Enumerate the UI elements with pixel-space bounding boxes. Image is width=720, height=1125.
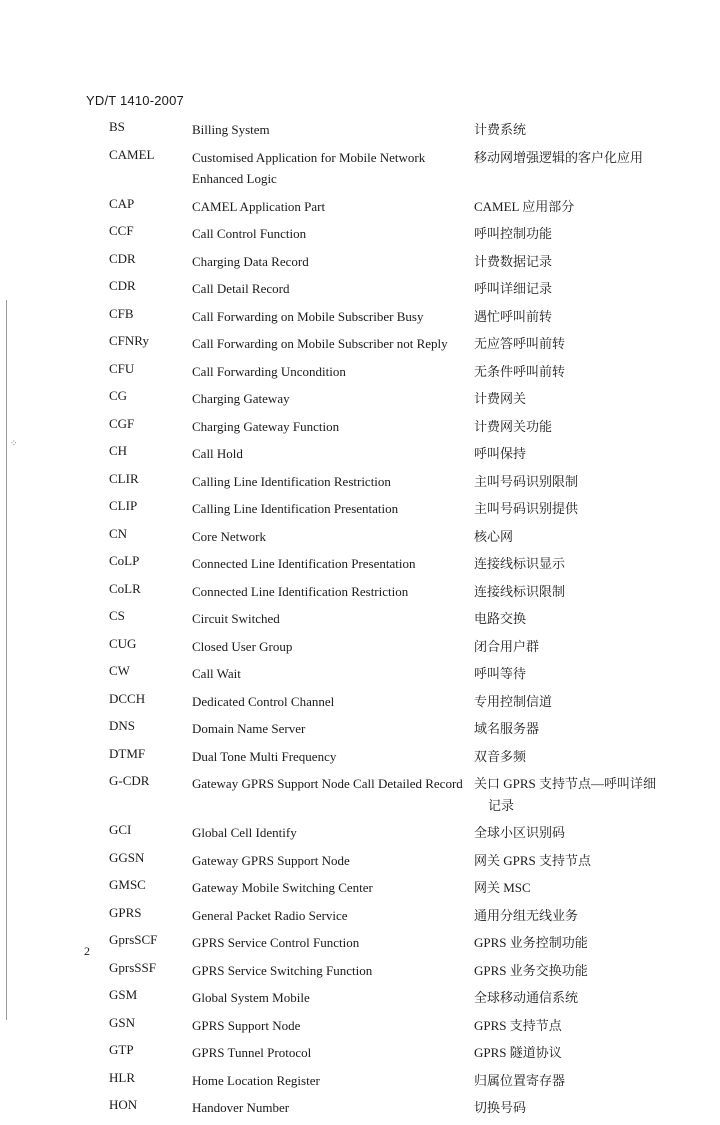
chinese-definition bbox=[474, 691, 664, 713]
chinese-definition-text: 关口 GPRS 支持节点—呼叫详细 bbox=[474, 776, 657, 791]
chinese-definition-text: 呼叫保持 bbox=[474, 446, 527, 461]
chinese-definition-text: 通用分组无线业务 bbox=[474, 907, 579, 923]
chinese-definition-text: 呼叫详细记录 bbox=[474, 281, 553, 296]
english-definition: Call Wait bbox=[192, 666, 241, 681]
chinese-definition bbox=[474, 960, 664, 982]
abbreviation-term: CLIP bbox=[109, 498, 138, 513]
english-definition: Connected Line Identification Restriction bbox=[192, 583, 409, 599]
abbreviation-term: GPRS bbox=[109, 904, 142, 920]
english-definition: General Packet Radio Service bbox=[192, 907, 348, 923]
abbreviation-term: CH bbox=[109, 443, 128, 458]
chinese-definition bbox=[474, 443, 664, 465]
abbreviation-row bbox=[0, 1097, 720, 1125]
english-definition: Circuit Switched bbox=[192, 611, 280, 626]
chinese-definition bbox=[474, 608, 664, 630]
chinese-definition-text: 主叫号码识别提供 bbox=[474, 501, 579, 516]
chinese-definition bbox=[474, 636, 664, 658]
english-definition: CAMEL Application Part bbox=[192, 198, 326, 214]
abbreviation-row bbox=[0, 443, 720, 471]
chinese-definition bbox=[474, 306, 664, 328]
english-definition: Customised Application for Mobile Network Enhanced Logic bbox=[192, 149, 426, 186]
chinese-definition bbox=[474, 498, 664, 520]
abbreviation-row bbox=[0, 388, 720, 416]
chinese-definition bbox=[474, 746, 664, 768]
english-definition: Global Cell Identify bbox=[192, 825, 297, 840]
chinese-definition bbox=[474, 718, 664, 740]
abbreviation-row bbox=[0, 416, 720, 444]
chinese-definition bbox=[474, 223, 664, 245]
english-definition: GPRS Tunnel Protocol bbox=[192, 1045, 312, 1060]
chinese-definition bbox=[474, 196, 664, 218]
abbreviation-row bbox=[0, 196, 720, 224]
abbreviation-row bbox=[0, 471, 720, 499]
abbreviation-row bbox=[0, 223, 720, 251]
abbreviation-term: GCI bbox=[109, 822, 132, 837]
chinese-definition bbox=[474, 1042, 664, 1064]
chinese-definition-text: 遇忙呼叫前转 bbox=[474, 308, 553, 324]
chinese-definition bbox=[474, 932, 664, 954]
chinese-definition-text: 计费网关功能 bbox=[474, 418, 553, 434]
english-definition: Handover Number bbox=[192, 1100, 290, 1115]
abbreviation-row bbox=[0, 877, 720, 905]
english-definition: Calling Line Identification Restriction bbox=[192, 473, 391, 489]
chinese-definition-text: GPRS 支持节点 bbox=[474, 1017, 562, 1033]
chinese-definition-text: 切换号码 bbox=[474, 1100, 527, 1115]
abbreviation-term: DTMF bbox=[109, 745, 146, 761]
english-definition: GPRS Service Control Function bbox=[192, 935, 360, 950]
abbreviation-row bbox=[0, 553, 720, 581]
abbreviation-term: CGF bbox=[109, 415, 135, 431]
english-definition: Dual Tone Multi Frequency bbox=[192, 748, 337, 764]
standard-number-header: YD/T 1410-2007 bbox=[86, 93, 184, 108]
english-definition: Global System Mobile bbox=[192, 990, 310, 1005]
chinese-definition bbox=[474, 663, 664, 685]
chinese-definition bbox=[474, 251, 664, 273]
abbreviation-row bbox=[0, 333, 720, 361]
abbreviation-term: CDR bbox=[109, 278, 136, 293]
abbreviation-term: CS bbox=[109, 608, 125, 623]
abbreviation-row bbox=[0, 1070, 720, 1098]
english-definition: Charging Gateway bbox=[192, 391, 290, 406]
abbreviation-row bbox=[0, 746, 720, 774]
chinese-definition bbox=[474, 877, 664, 899]
chinese-definition bbox=[474, 1097, 664, 1119]
scan-speck: ⁘ bbox=[10, 438, 18, 448]
abbreviation-term: DNS bbox=[109, 718, 136, 733]
english-definition: Billing System bbox=[192, 122, 270, 137]
chinese-definition-text: GPRS 业务交换功能 bbox=[474, 962, 588, 978]
abbreviation-term: GprsSSF bbox=[109, 959, 156, 975]
abbreviation-term: CN bbox=[109, 525, 128, 541]
chinese-definition bbox=[474, 850, 664, 872]
chinese-definition bbox=[474, 361, 664, 383]
chinese-definition bbox=[474, 471, 664, 493]
english-definition: GPRS Service Switching Function bbox=[192, 962, 373, 978]
abbreviation-row bbox=[0, 905, 720, 933]
abbreviation-term: CAP bbox=[109, 195, 135, 211]
abbreviation-term: GSN bbox=[109, 1014, 136, 1030]
english-definition: Closed User Group bbox=[192, 638, 293, 654]
abbreviation-term: GTP bbox=[109, 1042, 134, 1057]
abbreviation-row bbox=[0, 987, 720, 1015]
abbreviation-row bbox=[0, 822, 720, 850]
chinese-definition-text: 计费数据记录 bbox=[474, 253, 553, 269]
english-definition: Connected Line Identification Presentation bbox=[192, 556, 416, 571]
chinese-definition-text: CAMEL 应用部分 bbox=[474, 198, 575, 214]
english-definition: Call Forwarding on Mobile Subscriber Busy bbox=[192, 308, 424, 324]
abbreviation-term: HON bbox=[109, 1097, 138, 1112]
chinese-definition bbox=[474, 773, 664, 816]
abbreviation-term: CAMEL bbox=[109, 146, 155, 162]
abbreviation-row bbox=[0, 278, 720, 306]
abbreviation-term: CFB bbox=[109, 305, 134, 321]
chinese-definition-text: 移动网增强逻辑的客户化应用 bbox=[474, 149, 644, 165]
chinese-definition-text: GPRS 隧道协议 bbox=[474, 1045, 562, 1060]
abbreviation-term: GSM bbox=[109, 987, 138, 1002]
english-definition: Call Control Function bbox=[192, 226, 307, 241]
chinese-definition bbox=[474, 416, 664, 438]
english-definition: Gateway GPRS Support Node bbox=[192, 852, 350, 868]
chinese-definition bbox=[474, 581, 664, 603]
abbreviation-row bbox=[0, 361, 720, 389]
abbreviation-term: CoLP bbox=[109, 553, 140, 568]
english-definition: Call Forwarding Uncondition bbox=[192, 363, 346, 379]
english-definition: Call Forwarding on Mobile Subscriber not Reply bbox=[192, 336, 448, 351]
chinese-definition-text: 计费系统 bbox=[474, 122, 527, 137]
chinese-definition bbox=[474, 388, 664, 410]
english-definition: Home Location Register bbox=[192, 1072, 320, 1088]
abbreviation-term: DCCH bbox=[109, 690, 146, 706]
english-definition: Charging Gateway Function bbox=[192, 418, 340, 434]
chinese-definition bbox=[474, 1015, 664, 1037]
chinese-definition-text: 双音多频 bbox=[474, 748, 527, 764]
abbreviation-table bbox=[0, 119, 720, 1125]
chinese-definition-continuation: 记录 bbox=[488, 797, 515, 813]
abbreviation-row bbox=[0, 251, 720, 279]
chinese-definition bbox=[474, 147, 664, 169]
english-definition: Call Hold bbox=[192, 446, 243, 461]
abbreviation-row bbox=[0, 526, 720, 554]
abbreviation-term: CW bbox=[109, 663, 130, 678]
chinese-definition-text: 无条件呼叫前转 bbox=[474, 363, 566, 379]
chinese-definition bbox=[474, 1070, 664, 1092]
abbreviation-term: GGSN bbox=[109, 849, 145, 865]
chinese-definition-text: 无应答呼叫前转 bbox=[474, 336, 566, 351]
english-definition: Calling Line Identification Presentation bbox=[192, 501, 399, 516]
english-definition: Charging Data Record bbox=[192, 253, 309, 269]
abbreviation-row bbox=[0, 1015, 720, 1043]
english-definition: GPRS Support Node bbox=[192, 1017, 301, 1033]
chinese-definition bbox=[474, 333, 664, 355]
english-definition: Gateway Mobile Switching Center bbox=[192, 880, 373, 895]
abbreviation-row bbox=[0, 718, 720, 746]
chinese-definition-text: 域名服务器 bbox=[474, 721, 540, 736]
abbreviation-term: CFNRy bbox=[109, 333, 149, 348]
abbreviation-row bbox=[0, 1042, 720, 1070]
abbreviation-term: CUG bbox=[109, 635, 137, 651]
abbreviation-row bbox=[0, 636, 720, 664]
abbreviation-row bbox=[0, 498, 720, 526]
abbreviation-term: CG bbox=[109, 388, 128, 403]
abbreviation-row bbox=[0, 306, 720, 334]
chinese-definition-text: 归属位置寄存器 bbox=[474, 1072, 566, 1088]
chinese-definition bbox=[474, 553, 664, 575]
chinese-definition bbox=[474, 278, 664, 300]
english-definition: Domain Name Server bbox=[192, 721, 306, 736]
chinese-definition-text: 主叫号码识别限制 bbox=[474, 473, 579, 489]
abbreviation-row bbox=[0, 663, 720, 691]
chinese-definition-text: 呼叫控制功能 bbox=[474, 226, 553, 241]
english-definition: Gateway GPRS Support Node Call Detailed Record bbox=[192, 776, 463, 791]
chinese-definition-text: 专用控制信道 bbox=[474, 693, 553, 709]
chinese-definition bbox=[474, 822, 664, 844]
chinese-definition-text: 电路交换 bbox=[474, 611, 527, 626]
chinese-definition bbox=[474, 905, 664, 927]
chinese-definition-text: 连接线标识限制 bbox=[474, 583, 566, 599]
chinese-definition-text: 核心网 bbox=[474, 528, 514, 544]
chinese-definition-text: 全球小区识别码 bbox=[474, 825, 566, 840]
abbreviation-term: GMSC bbox=[109, 877, 146, 892]
chinese-definition-text: 连接线标识显示 bbox=[474, 556, 566, 571]
abbreviation-term: CCF bbox=[109, 223, 134, 238]
chinese-definition-text: 网关 GPRS 支持节点 bbox=[474, 852, 592, 868]
chinese-definition-text: 呼叫等待 bbox=[474, 666, 527, 681]
abbreviation-row bbox=[0, 119, 720, 147]
abbreviation-row bbox=[0, 691, 720, 719]
chinese-definition-text: 网关 MSC bbox=[474, 880, 531, 895]
english-definition: Dedicated Control Channel bbox=[192, 693, 335, 709]
chinese-definition-text: 计费网关 bbox=[474, 391, 527, 406]
abbreviation-term: BS bbox=[109, 119, 125, 134]
abbreviation-term: CFU bbox=[109, 360, 135, 376]
abbreviation-row bbox=[0, 147, 720, 196]
chinese-definition-text: 全球移动通信系统 bbox=[474, 990, 579, 1005]
abbreviation-term: CLIR bbox=[109, 470, 139, 486]
abbreviation-row bbox=[0, 608, 720, 636]
abbreviation-row bbox=[0, 773, 720, 822]
chinese-definition-text: 闭合用户群 bbox=[474, 638, 540, 654]
abbreviation-row bbox=[0, 581, 720, 609]
chinese-definition bbox=[474, 119, 664, 141]
abbreviation-term: CDR bbox=[109, 250, 136, 266]
abbreviation-row bbox=[0, 960, 720, 988]
chinese-definition bbox=[474, 987, 664, 1009]
abbreviation-term: HLR bbox=[109, 1069, 135, 1085]
abbreviation-row bbox=[0, 850, 720, 878]
chinese-definition-text: GPRS 业务控制功能 bbox=[474, 935, 588, 950]
abbreviation-term: CoLR bbox=[109, 580, 141, 596]
chinese-definition bbox=[474, 526, 664, 548]
abbreviation-term: G-CDR bbox=[109, 773, 150, 788]
abbreviation-row bbox=[0, 932, 720, 960]
abbreviation-term: GprsSCF bbox=[109, 932, 158, 947]
page-number: 2 bbox=[84, 944, 90, 958]
english-definition: Core Network bbox=[192, 528, 267, 544]
english-definition: Call Detail Record bbox=[192, 281, 290, 296]
